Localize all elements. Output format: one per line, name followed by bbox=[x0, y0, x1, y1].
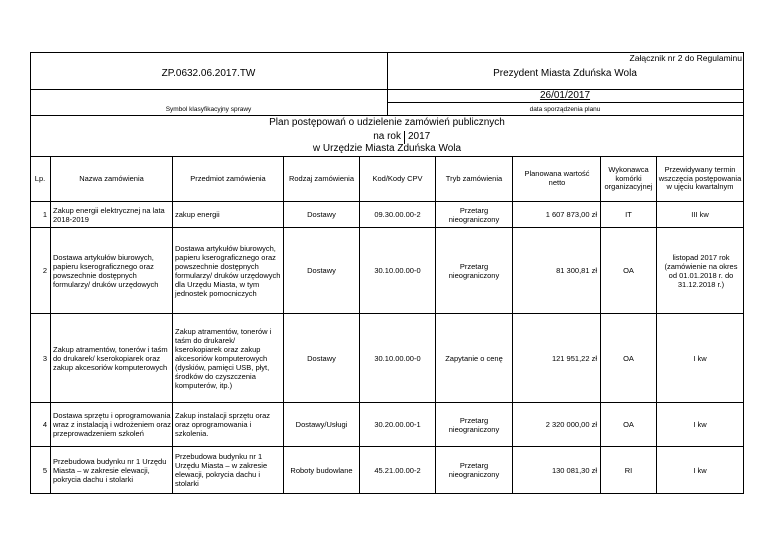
row-type: Dostawy bbox=[307, 353, 336, 363]
row-unit: OA bbox=[623, 420, 634, 429]
row-subject: Zakup instalacji sprzętu oraz oraz oprogramowania i szkolenia. bbox=[175, 411, 271, 438]
col-header-subject: Przedmiot zamówienia bbox=[190, 173, 266, 183]
row-cpv: 09.30.00.00-2 bbox=[374, 210, 421, 219]
plan-year-prefix: na rok bbox=[373, 131, 401, 142]
row-term: listopad 2017 rok (zamówienie na okres od 01.01.2018 r. do 31.12.2018 r.) bbox=[664, 252, 738, 289]
row-lp: 5 bbox=[42, 465, 47, 475]
plan-title: Plan postępowań o udzielenie zamówień publicznych bbox=[269, 117, 505, 128]
appendix-note: Załącznik nr 2 do Regulaminu bbox=[629, 53, 742, 63]
row-cpv: 30.20.00.00-1 bbox=[374, 420, 421, 429]
row-mode: Zapytanie o cenę bbox=[445, 353, 503, 363]
plan-date: 26/01/2017 bbox=[539, 90, 591, 101]
row-mode: Przetarg nieograniczony bbox=[448, 205, 500, 224]
col-header-type: Rodzaj zamówienia bbox=[288, 173, 355, 183]
col-header-mode: Tryb zamówienia bbox=[445, 173, 503, 183]
row-type: Roboty budowlane bbox=[290, 465, 353, 475]
row-mode: Przetarg nieograniczony bbox=[448, 461, 500, 479]
row-subject: Zakup atramentów, tonerów i taśm do drukarek/ kserokopiarek oraz zakup akcesoriów komputerowych (dyskiów, pamięci USB, płyt, środków do czyszczenia komputerów, itp.) bbox=[175, 326, 272, 390]
row-type: Dostawy bbox=[307, 266, 336, 275]
row-cpv: 30.10.00.00-0 bbox=[374, 353, 421, 363]
row-term: I kw bbox=[693, 353, 707, 363]
col-header-lp: Lp. bbox=[34, 173, 46, 183]
col-header-name: Nazwa zamówienia bbox=[79, 173, 144, 183]
row-mode: Przetarg nieograniczony bbox=[448, 261, 500, 280]
row-unit: IT bbox=[625, 210, 632, 219]
row-unit: RI bbox=[624, 465, 633, 475]
row-value: 81 300,81 zł bbox=[556, 266, 597, 275]
row-name: Zakup atramentów, tonerów i taśm do drukarek/ kserokopiarek oraz zakup akcesoriów komputerowych bbox=[53, 344, 168, 372]
row-value: 2 320 000,00 zł bbox=[545, 420, 597, 429]
case-number: ZP.0632.06.2017.TW bbox=[161, 68, 256, 79]
row-value: 130 081,30 zł bbox=[551, 465, 597, 475]
col-header-term: Przewidywany termin wszczęcia postępowania w ujęciu kwartalnym bbox=[658, 165, 742, 192]
col-header-value: Planowana wartość netto bbox=[524, 169, 590, 187]
row-term: I kw bbox=[693, 420, 707, 429]
row-unit: OA bbox=[623, 353, 634, 363]
row-type: Dostawy/Usługi bbox=[295, 420, 348, 429]
col-header-cpv: Kod/Kody CPV bbox=[372, 173, 423, 183]
row-subject: Przebudowa budynku nr 1 Urzędu Miasta – w zakresie elewacji, pokrycia dachu i stolarki bbox=[175, 452, 268, 488]
row-value: 121 951,22 zł bbox=[551, 353, 597, 363]
row-name: Przebudowa budynku nr 1 Urzędu Miasta – w zakresie elewacji, pokrycia dachu i stolarki bbox=[53, 456, 167, 484]
row-name: Zakup energii elektrycznej na lata 2018-2019 bbox=[53, 205, 165, 224]
row-cpv: 30.10.00.00-0 bbox=[374, 266, 421, 275]
row-name: Dostawa sprzętu i oprogramowania wraz z instalacją i wdrożeniem oraz przeprowadzeniem szkoleń bbox=[53, 411, 171, 438]
row-mode: Przetarg nieograniczony bbox=[448, 415, 500, 434]
row-unit: OA bbox=[623, 266, 634, 275]
row-value: 1 607 873,00 zł bbox=[545, 210, 597, 219]
plan-office: w Urzędzie Miasta Zduńska Wola bbox=[312, 143, 462, 154]
row-name: Dostawa artykułów biurowych, papieru kserograficznego oraz powszechnie dostępnych formularzy/ druków urzędowych bbox=[53, 252, 159, 289]
case-symbol-label: Symbol klasyfikacyjny sprawy bbox=[165, 106, 252, 113]
row-term: III kw bbox=[691, 210, 709, 219]
authority-name: Prezydent Miasta Zduńska Wola bbox=[493, 68, 637, 79]
row-type: Dostawy bbox=[307, 210, 336, 219]
row-subject: zakup energii bbox=[175, 210, 220, 219]
date-label: data sporządzenia planu bbox=[529, 106, 601, 113]
plan-year: 2017 bbox=[408, 131, 431, 142]
row-lp: 1 bbox=[42, 210, 47, 219]
col-header-unit: Wykonawca komórki organizacyjnej bbox=[604, 165, 653, 192]
row-lp: 2 bbox=[42, 266, 47, 275]
row-lp: 3 bbox=[42, 353, 47, 363]
row-lp: 4 bbox=[42, 420, 47, 429]
row-term: I kw bbox=[693, 465, 707, 475]
row-cpv: 45.21.00.00-2 bbox=[374, 465, 421, 475]
row-subject: Dostawa artykułów biurowych, papieru kserograficznego oraz powszechnie dostępnych formularzy/ druków urzędowych dla Urzędu Miasta, w tym jednostek pomocniczych bbox=[175, 243, 281, 298]
